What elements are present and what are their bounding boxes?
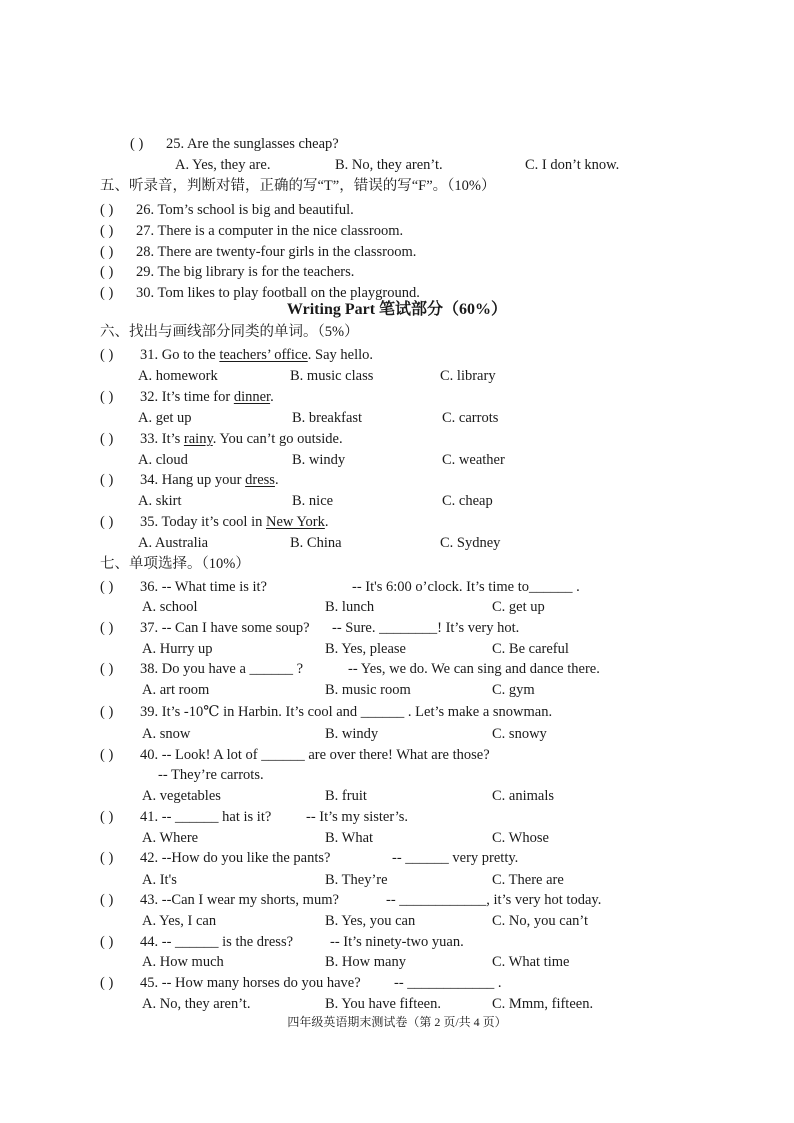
question-reply: -- They’re carrots. xyxy=(158,767,264,783)
answer-blank[interactable]: ( ) xyxy=(100,579,114,595)
stem-text: 33. It’s xyxy=(140,431,184,447)
option-c: C. I don’t know. xyxy=(525,157,620,173)
question-stem: 30. Tom likes to play football on the playground. xyxy=(136,285,420,301)
options-35 xyxy=(0,532,794,554)
answer-blank[interactable]: ( ) xyxy=(100,620,114,636)
question-reply: -- It’s my sister’s. xyxy=(306,809,409,825)
answer-blank[interactable]: ( ) xyxy=(100,850,114,866)
options-32 xyxy=(0,407,794,429)
question-reply: -- Yes, we do. We can sing and dance there. xyxy=(348,661,600,677)
answer-blank[interactable]: ( ) xyxy=(100,704,114,720)
section-heading-text: 七、单项选择。（10%） xyxy=(100,556,250,572)
option-b: B. You have fifteen. xyxy=(325,996,441,1012)
question-reply: -- ____________, it’s very hot today. xyxy=(386,892,602,908)
question-stem: 38. Do you have a ______ ? xyxy=(140,661,304,677)
question-31 xyxy=(0,344,794,366)
answer-blank[interactable]: ( ) xyxy=(100,202,114,218)
question-39 xyxy=(0,701,794,723)
option-b: B. windy xyxy=(325,726,379,742)
option-c: C. Sydney xyxy=(440,535,501,551)
stem-text: 31. Go to the xyxy=(140,347,220,363)
question-stem: 28. There are twenty-four girls in the classroom. xyxy=(136,244,417,260)
question-43 xyxy=(0,889,794,911)
question-stem xyxy=(140,428,343,450)
answer-blank[interactable]: ( ) xyxy=(100,892,114,908)
question-stem: 26. Tom’s school is big and beautiful. xyxy=(136,202,354,218)
stem-text: . You can’t go outside. xyxy=(212,431,343,447)
section-heading-text: 五、听录音，判断对错，正确的写“T”，错误的写“F”。（10%） xyxy=(100,178,496,194)
question-reply: -- It's 6:00 o’clock. It’s time to______ . xyxy=(352,579,580,595)
option-b: B. No, they aren’t. xyxy=(335,157,443,173)
options-25 xyxy=(0,154,794,176)
options-42 xyxy=(0,869,794,891)
option-b: B. music room xyxy=(325,682,411,698)
question-27 xyxy=(0,220,794,242)
option-a: A. Yes, I can xyxy=(142,913,217,929)
answer-blank[interactable]: ( ) xyxy=(130,136,144,152)
answer-blank[interactable]: ( ) xyxy=(100,809,114,825)
options-45 xyxy=(0,993,794,1015)
question-stem: 39. It’s -10℃ in Harbin. It’s cool and ______ . Let’s make a snowman. xyxy=(140,704,553,720)
question-stem: 43. --Can I wear my shorts, mum? xyxy=(140,892,339,908)
option-c: C. Whose xyxy=(492,830,549,846)
answer-blank[interactable]: ( ) xyxy=(100,472,114,488)
answer-blank[interactable]: ( ) xyxy=(100,975,114,991)
question-stem: 25. Are the sunglasses cheap? xyxy=(166,136,339,152)
question-stem: 36. -- What time is it? xyxy=(140,579,267,595)
stem-text: 34. Hang up your xyxy=(140,472,246,488)
option-c: C. No, you can’t xyxy=(492,913,588,929)
question-25 xyxy=(0,133,794,155)
option-b: B. breakfast xyxy=(292,410,363,426)
option-b: B. nice xyxy=(292,493,334,509)
option-a: A. It's xyxy=(142,872,177,888)
writing-part-title: Writing Part 笔试部分（60%） xyxy=(286,301,508,318)
option-b: B. Yes, you can xyxy=(325,913,416,929)
question-stem xyxy=(140,386,274,408)
question-reply: -- ______ very pretty. xyxy=(392,850,519,866)
question-reply: -- Sure. ________! It’s very hot. xyxy=(332,620,520,636)
question-34 xyxy=(0,469,794,491)
option-c: C. weather xyxy=(442,452,505,468)
question-reply: -- ____________ . xyxy=(394,975,502,991)
question-stem: 45. -- How many horses do you have? xyxy=(140,975,361,991)
answer-blank[interactable]: ( ) xyxy=(100,244,114,260)
options-41 xyxy=(0,827,794,849)
option-b: B. windy xyxy=(292,452,346,468)
option-a: A. Australia xyxy=(138,535,209,551)
stem-text: 35. Today it’s cool in xyxy=(140,514,266,530)
section-7-heading xyxy=(0,553,794,575)
question-stem: 42. --How do you like the pants? xyxy=(140,850,331,866)
question-29 xyxy=(0,261,794,283)
question-stem: 27. There is a computer in the nice classroom. xyxy=(136,223,404,239)
answer-blank[interactable]: ( ) xyxy=(100,747,114,763)
option-c: C. Mmm, fifteen. xyxy=(492,996,594,1012)
option-b: B. lunch xyxy=(325,599,375,615)
question-36 xyxy=(0,576,794,598)
option-c: C. What time xyxy=(492,954,570,970)
question-26 xyxy=(0,199,794,221)
question-stem: 44. -- ______ is the dress? xyxy=(140,934,294,950)
options-37 xyxy=(0,638,794,660)
question-42 xyxy=(0,847,794,869)
answer-blank[interactable]: ( ) xyxy=(100,389,114,405)
question-stem xyxy=(140,469,279,491)
option-c: C. animals xyxy=(492,788,555,804)
underlined-word: dress xyxy=(245,472,275,488)
question-41 xyxy=(0,806,794,828)
underlined-word: rainy xyxy=(183,431,213,447)
options-44 xyxy=(0,951,794,973)
options-36 xyxy=(0,596,794,618)
option-a: A. How much xyxy=(142,954,224,970)
option-a: A. snow xyxy=(142,726,191,742)
option-a: A. school xyxy=(142,599,198,615)
option-b: B. China xyxy=(290,535,342,551)
answer-blank[interactable]: ( ) xyxy=(100,661,114,677)
option-c: C. carrots xyxy=(442,410,499,426)
option-b: B. What xyxy=(325,830,374,846)
option-c: C. Be careful xyxy=(492,641,569,657)
answer-blank[interactable]: ( ) xyxy=(100,223,114,239)
question-stem: 41. -- ______ hat is it? xyxy=(140,809,272,825)
question-40 xyxy=(0,744,794,766)
question-35 xyxy=(0,511,794,533)
option-c: C. cheap xyxy=(442,493,493,509)
stem-text: . Say hello. xyxy=(307,347,374,363)
question-33 xyxy=(0,428,794,450)
stem-text: 32. It’s time for xyxy=(140,389,234,405)
underlined-word: dinner xyxy=(233,389,271,405)
options-33 xyxy=(0,449,794,471)
option-c: C. There are xyxy=(492,872,564,888)
option-a: A. Where xyxy=(142,830,199,846)
question-45 xyxy=(0,972,794,994)
question-38 xyxy=(0,658,794,680)
stem-text: . xyxy=(270,389,274,405)
option-a: A. No, they aren’t. xyxy=(142,996,251,1012)
question-stem: 29. The big library is for the teachers. xyxy=(136,264,355,280)
stem-text: . xyxy=(324,514,329,530)
option-c: C. get up xyxy=(492,599,545,615)
question-32 xyxy=(0,386,794,408)
answer-blank[interactable]: ( ) xyxy=(100,347,114,363)
underlined-word: New York xyxy=(266,514,325,530)
option-a: A. Hurry up xyxy=(142,641,213,657)
question-28 xyxy=(0,241,794,263)
answer-blank[interactable]: ( ) xyxy=(100,514,114,530)
question-stem: 40. -- Look! A lot of ______ are over there! What are those? xyxy=(140,747,490,763)
option-b: B. Yes, please xyxy=(325,641,406,657)
option-b: B. music class xyxy=(290,368,374,384)
option-b: B. fruit xyxy=(325,788,367,804)
option-c: C. gym xyxy=(492,682,535,698)
option-c: C. library xyxy=(440,368,496,384)
option-a: A. vegetables xyxy=(142,788,221,804)
page-footer: 四年级英语期末测试卷（第 2 页/共 4 页） xyxy=(287,1015,507,1029)
option-a: A. homework xyxy=(138,368,218,384)
answer-blank[interactable]: ( ) xyxy=(100,431,114,447)
underlined-word: teachers’ office xyxy=(219,347,308,363)
options-31 xyxy=(0,365,794,387)
stem-text: . xyxy=(274,472,279,488)
option-a: A. Yes, they are. xyxy=(175,157,271,173)
options-40 xyxy=(0,785,794,807)
question-stem xyxy=(140,344,373,366)
options-43 xyxy=(0,910,794,932)
option-a: A. skirt xyxy=(138,493,182,509)
option-b: B. How many xyxy=(325,954,406,970)
question-stem xyxy=(140,511,328,533)
option-a: A. art room xyxy=(142,682,210,698)
option-b: B. They’re xyxy=(325,872,388,888)
option-c: C. snowy xyxy=(492,726,547,742)
answer-blank[interactable]: ( ) xyxy=(100,934,114,950)
section-5-heading xyxy=(0,175,794,197)
option-a: A. cloud xyxy=(138,452,188,468)
options-34 xyxy=(0,490,794,512)
question-reply: -- It’s ninety-two yuan. xyxy=(330,934,464,950)
section-heading-text: 六、找出与画线部分同类的单词。（5%） xyxy=(100,324,359,340)
options-39 xyxy=(0,723,794,745)
section-6-heading xyxy=(0,321,794,343)
options-38 xyxy=(0,679,794,701)
answer-blank[interactable]: ( ) xyxy=(100,285,114,301)
question-44 xyxy=(0,931,794,953)
answer-blank[interactable]: ( ) xyxy=(100,264,114,280)
option-a: A. get up xyxy=(138,410,192,426)
question-stem: 37. -- Can I have some soup? xyxy=(140,620,310,636)
question-37 xyxy=(0,617,794,639)
question-40-reply xyxy=(0,764,794,786)
